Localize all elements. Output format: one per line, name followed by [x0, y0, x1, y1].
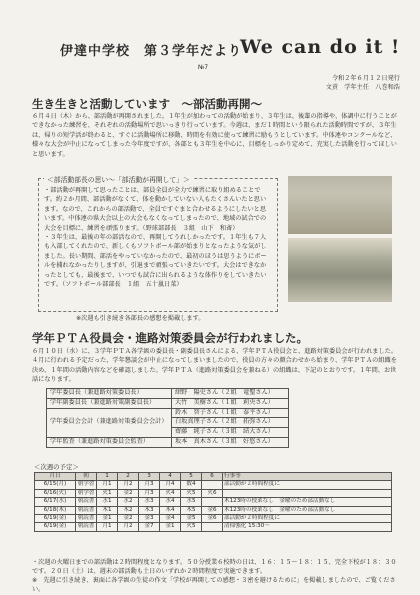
schedule-cell: 月1 [97, 523, 118, 531]
pta-role: 学年委員長（兼進路対策委員長） [47, 389, 172, 399]
club-note: ※次週も引き続き各部長の感想を掲載します。 [76, 315, 205, 322]
schedule-header: 2 [118, 473, 139, 481]
table-row [35, 515, 392, 523]
table-row [35, 523, 392, 531]
table-row [35, 481, 392, 489]
schedule-header: 行事等 [223, 473, 392, 481]
schedule-cell: 朝学習 [76, 489, 97, 497]
pta-role: 学年副委員長（兼進路対策副委員長） [47, 398, 172, 408]
club-box-body [44, 186, 272, 289]
pta-organization-table [46, 388, 289, 448]
schedule-cell: 6/16(火) [35, 489, 76, 497]
schedule-cell: 部活動が２時間程度に [223, 481, 392, 489]
section-heading-club: 生き生きと活動しています ～部活動再開～ [32, 97, 262, 111]
schedule-title: ＜次週の予定＞ [34, 463, 79, 471]
schedule-cell: 火6 [202, 489, 223, 497]
schedule-cell [223, 489, 392, 497]
schedule-cell: 木4 [160, 506, 181, 514]
issue-number: №7 [198, 64, 209, 71]
pta-name: 齋藤 純子さん（３組 結大さん） [172, 428, 289, 438]
schedule-cell: 金7 [139, 523, 160, 531]
schedule-cell: 木5 [181, 506, 202, 514]
schedule-header: 1 [97, 473, 118, 481]
schedule-cell: 金6 [202, 506, 223, 514]
schedule-header: 朝 [76, 473, 97, 481]
footer-note-club-time: ・次週の火曜日までの部活動は２時間程度となります。５０分授業６校時の日は、１６：１５～１８：１５、完全下校が１８：３０です。２０日（土）は、週末の部活動も土日のいずれか２時間程度で実施できます。 [32, 559, 397, 576]
schedule-header: 6 [202, 473, 223, 481]
pta-name: 大竹 美樹さん（１組 莉央さん） [172, 398, 289, 408]
schedule-cell: 6/15(月) [35, 481, 76, 489]
photo-softball-practice [288, 238, 392, 302]
publication-date: 令和２年６月１２日発行 [331, 75, 400, 82]
schedule-cell: 朝読書 [76, 506, 97, 514]
schedule-cell: 朝読書 [76, 515, 97, 523]
schedule-cell [202, 481, 223, 489]
pta-name: 坂本 真木さん（３組 好悠さん） [172, 437, 289, 447]
schedule-header-row [35, 473, 392, 481]
newsletter-title: We can do it ! [240, 36, 401, 58]
schedule-cell: 部活動が２時間程度に [223, 515, 392, 523]
schedule-cell: 木123時の授業なし 金曜のため部活動なし [223, 506, 392, 514]
schedule-cell: 水5 [181, 498, 202, 506]
schedule-cell: 清掃強化 15:30～ [223, 523, 392, 531]
schedule-cell: 金5 [181, 515, 202, 523]
table-row [47, 389, 289, 399]
schedule-cell: 木2 [118, 506, 139, 514]
schedule-cell: 6/19(金) [35, 515, 76, 523]
schedule-cell: 数4 [181, 481, 202, 489]
schedule-table [34, 472, 392, 532]
pta-name: 鈴木 智子さん（１組 泰平さん） [172, 408, 289, 418]
schedule-cell [202, 523, 223, 531]
club-entry: ・３年生は、最後の年の部活なので、再開してうれしかったです。１年生も７人も入部してくれたので、新しくもソフトボール部が始まりとなったような気がしました。長い期間、部活をやっていなかったので、最初のほうは思うようにボールを捕れなかったりしますが、引退まで頑張っていきたいです。大会はできなかったとしても、最後まで、いつでも試合に出られるような体作りをしていきたいです。（ソフトボール部部長 １組 五十嵐日菜） [44, 234, 267, 289]
schedule-cell: 火5 [181, 523, 202, 531]
school-title: 伊達中学校 第３学年だより [60, 44, 243, 59]
author-line: 文責 学年主任 八巻和浩 [325, 84, 400, 91]
schedule-cell: 6/19(金) [35, 523, 76, 531]
schedule-cell: 金2 [118, 489, 139, 497]
schedule-cell: 水2 [118, 498, 139, 506]
pta-role: 学年監査（兼進路対策委員会監査） [47, 437, 172, 447]
schedule-cell: 月1 [97, 481, 118, 489]
publication-info [326, 74, 400, 92]
section-paragraph-pta: ６月１０日（水）に、３学年ＰＴＡ各学級の委員長・副委員長さんによる、学年ＰＴＡ役員会と、進路対策委員会が行われました。４月に行われる予定だった、学年懇談会が中止になってしまいましたので、役員の方々の顔合わせから始まり、学年ＰＴＡの組織を決め、１年間の活動内容などを確認しました。学年ＰＴＡ（進路対策委員会を兼ねる）の組織は、下記のとおりです。１年間、お世話になります。 [32, 348, 398, 384]
table-row [47, 437, 289, 447]
schedule-cell: 金6 [202, 515, 223, 523]
pta-name: 紺野 陽史さん（２組 竜聖さん） [172, 389, 289, 399]
schedule-header: 月日 [35, 473, 76, 481]
section-heading-pta: 学年ＰＴＡ役員会・進路対策委員会が行われました。 [32, 331, 308, 345]
club-box-title: ＜部活動部長の思い～「部活動が再開して」＞ [44, 174, 193, 184]
photo-baseball-practice [288, 176, 392, 234]
schedule-cell: 6/18(木) [35, 506, 76, 514]
schedule-cell: 朝読書 [76, 498, 97, 506]
table-row [35, 498, 392, 506]
schedule-cell: 6/17(水) [35, 498, 76, 506]
schedule-cell: 金3 [139, 515, 160, 523]
schedule-cell: 火5 [181, 489, 202, 497]
table-row [35, 489, 392, 497]
club-entry: ・部活動が再開して思ったことは、部員全員が全力で練習に取り組めることです。約２か月間、部活動がなくて、体を動かしていない人もたくさんいたと思います。なので、これからの部活動で、全員ですぐまと合わせるようにしたいと思います。中体連の県大会以上の大会もなくなってしまったので、地域の試合での大会を目標に、練習を頑張ります。（野球部部長 ３組 山下 和斎） [44, 187, 267, 232]
schedule-cell: 金2 [118, 515, 139, 523]
table-row [47, 398, 289, 408]
schedule-header: 4 [160, 473, 181, 481]
schedule-cell: 月3 [139, 489, 160, 497]
schedule-cell: 金1 [97, 515, 118, 523]
schedule-cell: 月2 [118, 523, 139, 531]
section-paragraph-club: ６月４日（木）から、部活動が再開されました。１年生が加わっての活動が始まり、３年生は、後輩の指導や、体調中に行うことができなかった練習を、それぞれの活動場所で思いっきり行っています。今週は、まだ１時間という限られた活動時間ですが、３年生は、帰りの短学活が終わると、すぐに活動場所に移動、時間を有効に使って練習に励もうとしています。中体連やコンクールなど、様々な大会が中止になってしまった今年度ですが、各部とも３年生を中心に、目標をしっかり定めて、充実した活動を行ってほしいと思います。 [32, 113, 397, 158]
schedule-cell: 金4 [160, 515, 181, 523]
table-row [35, 506, 392, 514]
schedule-cell: 朝学習 [76, 481, 97, 489]
schedule-cell: 金1 [160, 523, 181, 531]
schedule-cell: 火1 [97, 489, 118, 497]
schedule-cell: 木3 [139, 506, 160, 514]
table-row [47, 408, 289, 418]
schedule-cell: 月4 [160, 481, 181, 489]
schedule-cell: 月3 [139, 481, 160, 489]
schedule-header: 5 [181, 473, 202, 481]
schedule-cell: 火4 [160, 489, 181, 497]
schedule-cell [202, 498, 223, 506]
pta-role: 学年委員会会計（兼進路対策委員会会計） [47, 408, 172, 437]
schedule-header: 3 [139, 473, 160, 481]
schedule-cell: 水3 [139, 498, 160, 506]
schedule-cell: 月2 [118, 481, 139, 489]
schedule-cell: 木123時の授業なし 金曜のため部活動なし [223, 498, 392, 506]
schedule-cell: 水1 [97, 498, 118, 506]
schedule-cell: 水4 [160, 498, 181, 506]
footer-note-essays: ※ 先週に引き続き、裏面に各学級の生徒の作文「学校が再開しての感想・３密を避けるために」を掲載しましたので、ご覧ください。 [32, 577, 396, 594]
schedule-cell: 木1 [97, 506, 118, 514]
pta-name: 白坂真理子さん（２組 拓弥さん） [172, 418, 289, 428]
schedule-cell: 朝読書 [76, 523, 97, 531]
